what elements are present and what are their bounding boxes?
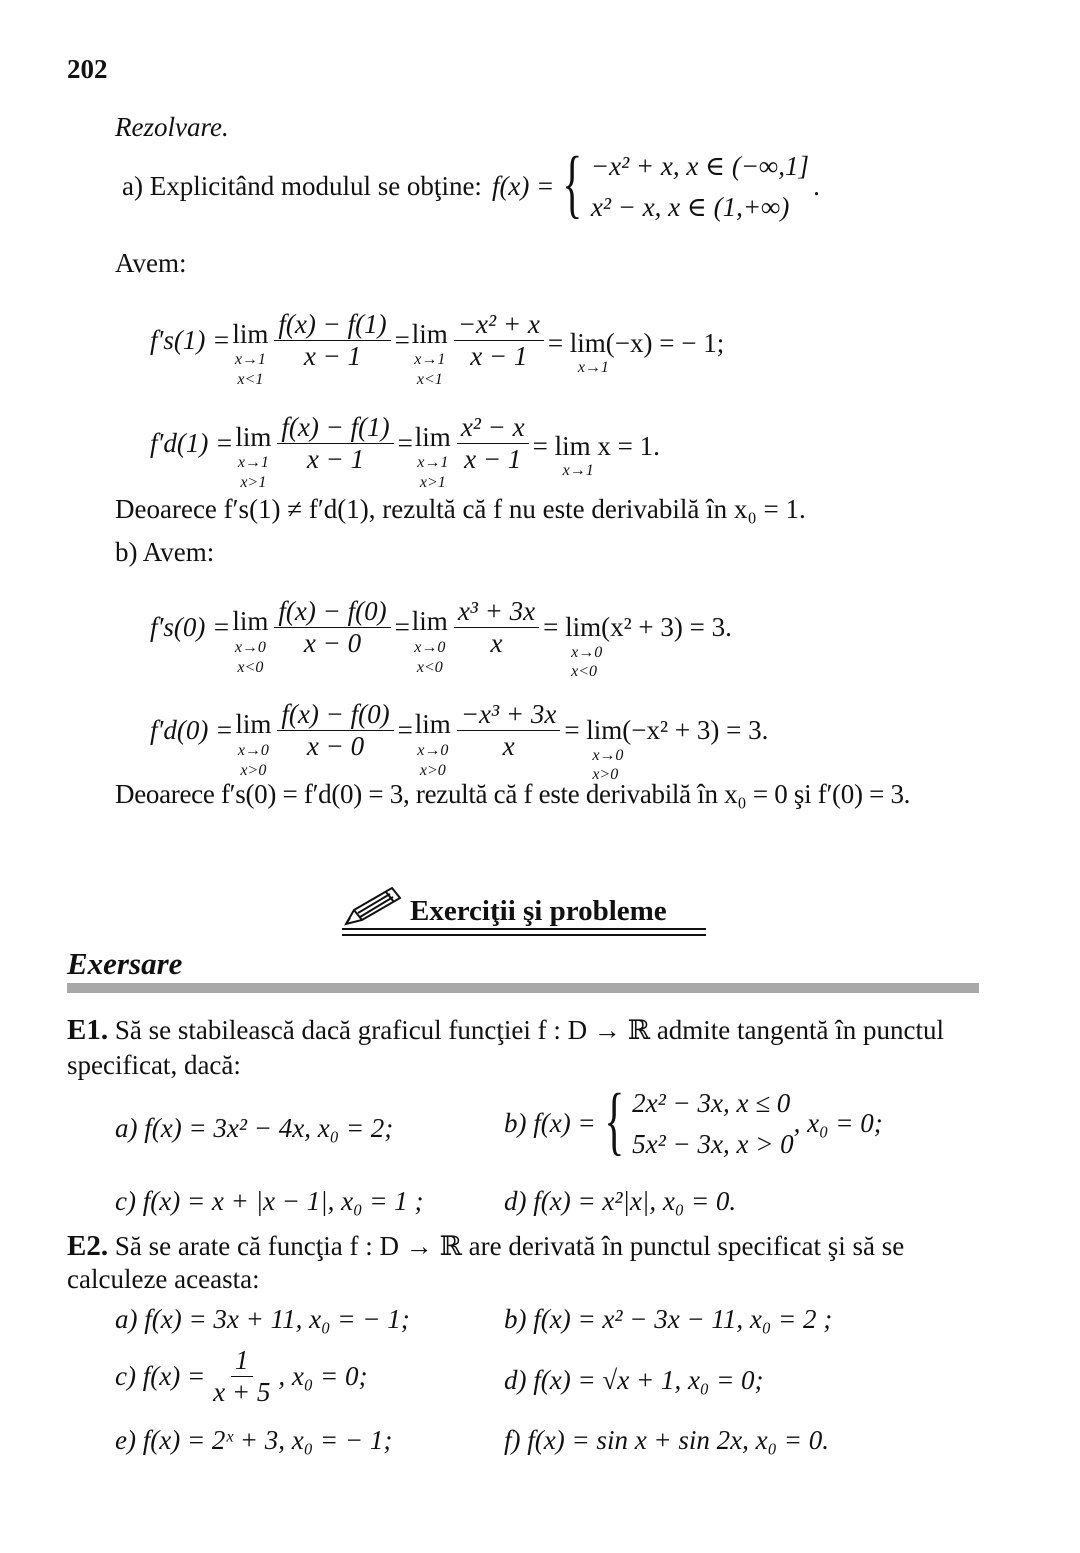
right-derivative-at-1 <box>150 393 660 493</box>
fs0-lim2: lim x→0 x<0 <box>411 606 448 676</box>
e1-text-2: specificat, dacă: <box>67 1050 241 1080</box>
right-derivative-at-0 <box>150 677 768 784</box>
e1-b-cases <box>632 1083 794 1164</box>
fs0-eq: = <box>394 612 410 643</box>
fs0-tail: = lim(x² + 3) = 3. x→0 x<0 <box>543 612 732 681</box>
e2-c-lhs: c) f(x) = <box>115 1361 206 1392</box>
e2-text-2: calculeze aceasta: <box>67 1264 260 1294</box>
page-number: 202 <box>67 54 108 84</box>
header-underline-1 <box>342 928 706 930</box>
case-1: −x² + x, x ∈ (−∞,1] <box>590 151 810 181</box>
fd1-tail: = lim x = 1. x→1 <box>532 430 660 479</box>
conclusion-b: Deoarece f′s(0) = f′d(0) = 3, rezultă că f este derivabilă în x₀ = 0 şi f′(0) = 3. <box>115 779 911 809</box>
conclusion-a: Deoarece f′s(1) ≠ f′d(1), rezultă că f nu este derivabilă în x₀ = 1. <box>115 494 806 524</box>
e2-c-tail: , x₀ = 0; <box>278 1361 368 1392</box>
fd0-eq: = <box>397 715 413 746</box>
fd1-frac2: $\frac{\text{x² − x}}{x - 1}$ <box>457 412 529 475</box>
fd0-lhs: f′d(0) = <box>150 715 234 746</box>
fd1-eq: = <box>397 427 413 458</box>
fs1-lim: lim x→1 x<1 <box>232 319 269 389</box>
e1-b-case-1: 2x² − 3x, x ≤ 0 <box>632 1088 791 1118</box>
e2-label: E2. <box>67 1230 109 1262</box>
fs0-lim: lim x→0 x<0 <box>232 606 269 676</box>
e2-b: b) f(x) = x² − 3x − 11, x₀ = 2 ; <box>504 1304 833 1334</box>
fs0-frac1: $\frac{f(x) - f(0)}{x - 0}$ <box>274 596 390 659</box>
e2-d: d) f(x) = √x + 1, x₀ = 0; <box>504 1365 764 1395</box>
e1-b-case-2: 5x² − 3x, x > 0 <box>632 1128 794 1159</box>
e1-b-lhs: b) f(x) = <box>504 1108 596 1138</box>
fs1-eq: = <box>394 324 410 355</box>
left-derivative-at-0 <box>150 574 732 681</box>
fd0-frac2: $\frac{\text{−x³ + 3x}}{x}$ <box>457 699 561 762</box>
fd0-lim: lim x→0 x>0 <box>235 709 272 779</box>
e1-d: d) f(x) = x²|x|, x₀ = 0. <box>504 1186 737 1216</box>
e2-text: Să se arate că funcţia f : D → ℝ are derivată în punctul specificat şi să se <box>114 1231 905 1261</box>
e1-b-tail: , x₀ = 0; <box>793 1108 883 1138</box>
fd1-frac1: $\frac{f(x) - f(1)}{x - 1}$ <box>277 412 393 475</box>
f-def-lhs: f(x) = <box>491 171 555 201</box>
fd0-lim2: lim x→0 x>0 <box>414 709 451 779</box>
avem-label: Avem: <box>115 248 187 278</box>
e2-e: e) f(x) = 2ˣ + 3, x₀ = − 1; <box>115 1425 393 1455</box>
fs1-frac2: $\frac{\text{−x² + x}}{x - 1}$ <box>454 309 544 372</box>
e1-text: Să se stabilească dacă graficul funcţiei f : D → ℝ admite tangentă în punctul <box>114 1015 944 1045</box>
e2-statement <box>67 1230 904 1263</box>
part-b-label: b) Avem: <box>115 537 215 567</box>
e1-c: c) f(x) = x + |x − 1|, x₀ = 1 ; <box>115 1186 424 1216</box>
period: . <box>813 171 820 201</box>
left-brace: { <box>562 141 583 226</box>
fd1-lim: lim x→1 x>1 <box>235 422 272 492</box>
e1-label: E1. <box>67 1014 109 1046</box>
fd1-lhs: f′d(1) = <box>150 427 234 458</box>
part-a-intro: a) Explicitând modulul se obţine: <box>122 171 482 201</box>
fs1-lim2: lim x→1 x<1 <box>411 319 448 389</box>
fs0-lhs: f′s(0) = <box>150 612 231 643</box>
section-rule <box>67 983 979 993</box>
section-title: Exerciţii şi probleme <box>410 895 667 927</box>
section-header <box>340 880 712 940</box>
header-underline-2 <box>342 934 706 936</box>
e1-a: a) f(x) = 3x² − 4x, x₀ = 2; <box>115 1113 394 1143</box>
fd0-tail: = lim(−x² + 3) = 3. x→0 x>0 <box>564 715 769 784</box>
fs1-tail: = lim(−x) = − 1; x→1 <box>547 327 725 376</box>
pencil-icon <box>340 882 408 930</box>
case-2: x² − x, x ∈ (1,+∞) <box>590 191 790 222</box>
fs0-frac2: $\frac{\text{x³ + 3x}}{x}$ <box>454 596 539 659</box>
e2-c-frac: $\frac{1}{x + 5}$ <box>213 1345 271 1408</box>
fs1-frac1: $\frac{f(x) - f(1)}{x - 1}$ <box>274 309 390 372</box>
e2-f: f) f(x) = sin x + sin 2x, x₀ = 0. <box>504 1425 829 1455</box>
e1-b-brace: { <box>603 1078 624 1163</box>
subsection-title: Exersare <box>67 946 183 981</box>
fd0-frac1: $\frac{f(x) - f(0)}{x - 0}$ <box>277 699 393 762</box>
left-derivative-at-1 <box>150 290 724 390</box>
e2-c <box>115 1345 367 1408</box>
fs1-lhs: f′s(1) = <box>150 324 231 355</box>
part-a-definition <box>122 141 820 227</box>
solution-heading: Rezolvare. <box>115 112 229 142</box>
e1-b <box>504 1078 883 1164</box>
fd1-lim2: lim x→1 x>1 <box>414 422 451 492</box>
e1-statement <box>67 1014 944 1047</box>
e2-a: a) f(x) = 3x + 11, x₀ = − 1; <box>115 1304 410 1334</box>
